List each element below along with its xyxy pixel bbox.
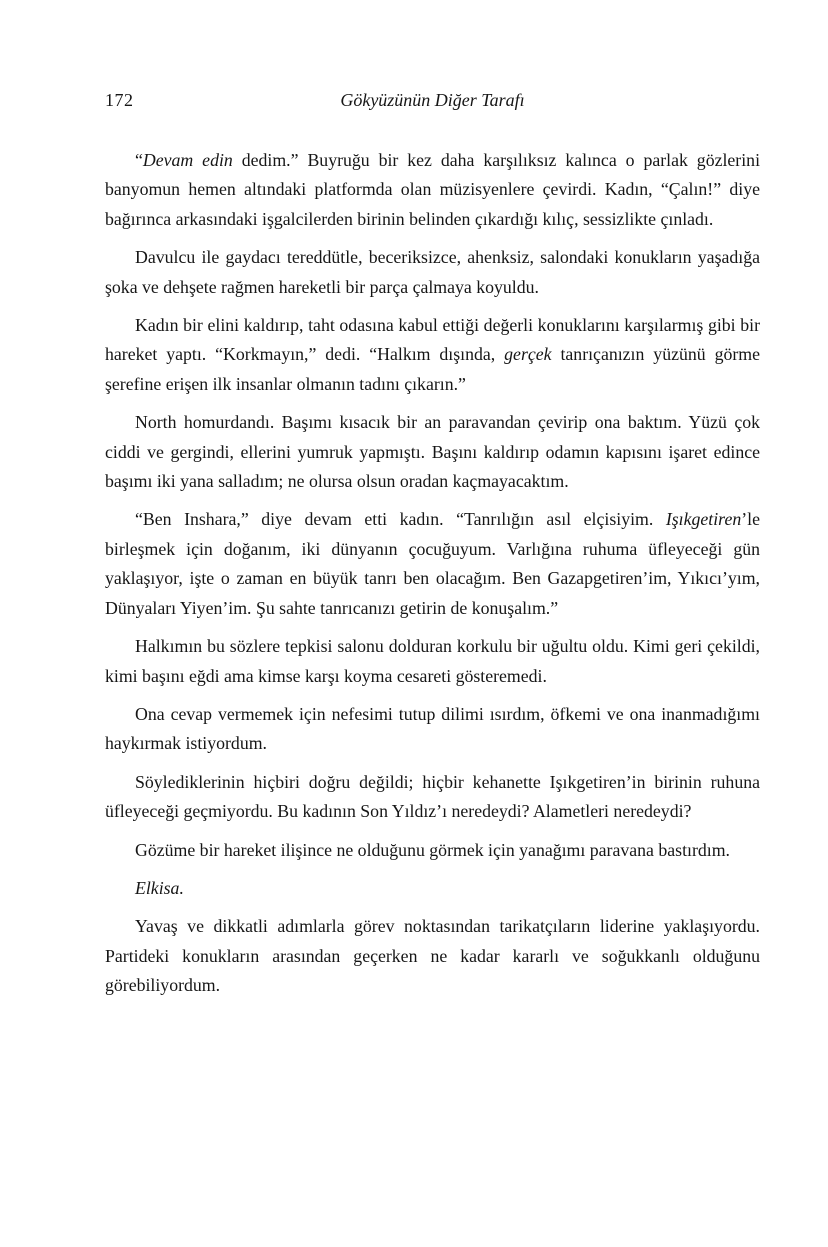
paragraph <box>105 836 760 865</box>
paragraph <box>105 874 760 903</box>
paragraph <box>105 243 760 302</box>
paragraph <box>105 632 760 691</box>
paragraph-run-italic: Devam edin <box>142 150 233 170</box>
paragraph-run: Söylediklerinin hiçbiri doğru değildi; hiçbir kehanette Işıkgetiren’in birinin ruhuna üfleyeceği geçmiyordu. Bu kadının Son Yıldız’ı neredeydi? Alametleri neredeydi? <box>105 771 760 822</box>
paragraph-run: Halkımın bu sözlere tepkisi salonu dolduran korkulu bir uğultu oldu. Kimi geri çekildi, kimi başını eğdi ama kimse karşı koyma cesareti gösteremedi. <box>105 636 760 686</box>
paragraph-run: tanrıçanızın yüzünü görme şerefine erişen ilk insanlar olmanın tadını çıkarın.” <box>105 344 760 394</box>
paragraph-run-italic: gerçek <box>504 344 552 365</box>
paragraph <box>105 146 760 234</box>
paragraph-run-italic: Elkisa. <box>135 877 184 898</box>
paragraph-run: ’le birleşmek için doğanım, iki dünyanın çocuğuyum. Varlığına ruhuma üfleyeceği gün yaklaşıyor, işte o zaman en büyük tanrı ben olacağım. Ben Gazapgetiren’im, Yıkıcı’yım, Dünyaları Yiyen’im. Şu sahte tanrıcanızı getirin de konuşalım.” <box>105 509 760 618</box>
paragraph <box>105 912 760 1000</box>
paragraph-run: Ona cevap vermemek için nefesimi tutup dilimi ısırdım, öfkemi ve ona inanmadığımı haykırmak istiyordum. <box>105 703 760 754</box>
paragraph-run: North homurdandı. Başımı kısacık bir an paravandan çevirip ona baktım. Yüzü çok ciddi ve gergindi, ellerini yumruk yapmıştı. Başını kaldırıp odamın kapısını işaret edince başımı iki yana salladım; ne olursa olsun oradan kaçmayacaktım. <box>105 412 760 492</box>
paragraph-run: Gözüme bir hareket ilişince ne olduğunu görmek için yanağımı paravana bastırdım. <box>135 839 730 860</box>
paragraph-run: Yavaş ve dikkatli adımlarla görev noktasından tarikatçıların liderine yaklaşıyordu. Partideki konukların arasından geçerken ne kadar kararlı ve soğukkanlı olduğunu görebiliyordum. <box>105 916 760 996</box>
paragraph <box>105 311 760 399</box>
paragraph-run: Davulcu ile gaydacı tereddütle, beceriksizce, ahenksiz, salondaki konukların yaşadığa şoka ve dehşete rağmen hareketli bir parça çalmaya koyuldu. <box>105 247 760 297</box>
page-body <box>105 146 760 1001</box>
paragraph-run-italic: Işıkgetiren <box>665 509 742 530</box>
paragraph <box>105 768 760 827</box>
paragraph <box>105 700 760 759</box>
paragraph-run: Kadın bir elini kaldırıp, taht odasına kabul ettiği değerli konuklarını karşılarmış gibi bir hareket yaptı. “Korkmayın,” dedi. “Halkım dışında, <box>105 315 760 365</box>
page-number: 172 <box>105 90 134 110</box>
paragraph-run: “Ben Inshara,” diye devam etti kadın. “Tanrılığın asıl elçisiyim. <box>135 509 666 530</box>
paragraph-run: dedim.” Buyruğu bir kez daha karşılıksız kalınca o parlak gözlerini banyomun hemen altındaki platformda olan müzisyenlere çevirdi. Kadın, “Çalın!” diye bağırınca arkasındaki işgalcilerden birinin belinden çıkardığı kılıç, sessizlikte çınladı. <box>105 150 761 229</box>
paragraph-run: “ <box>135 150 143 170</box>
running-title: Gökyüzünün Diğer Tarafı <box>340 90 525 110</box>
paragraph <box>105 408 760 496</box>
page-header <box>105 88 760 112</box>
paragraph <box>105 505 760 623</box>
